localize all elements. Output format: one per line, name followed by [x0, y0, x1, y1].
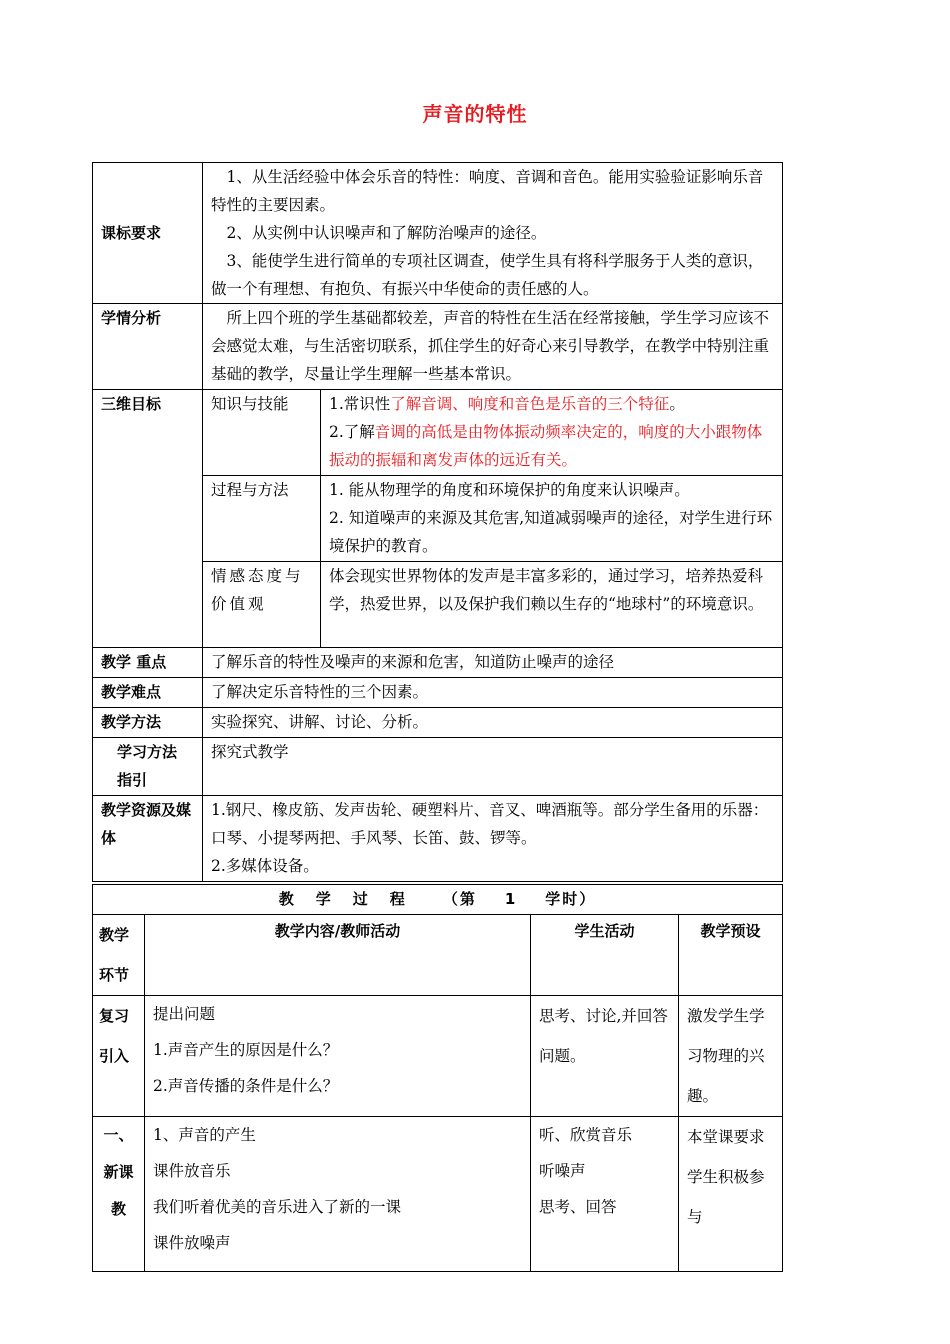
process-title-part: 1 [504, 890, 518, 908]
newlesson-line-1: 1、声音的产生 [153, 1126, 256, 1144]
zsjn-1-end: 。 [669, 395, 685, 413]
label-zsjn: 知识与技能 [203, 390, 321, 476]
zsjn-1-prefix: 1.常识性 [329, 395, 391, 413]
content-jxzy [203, 796, 783, 882]
process-title-part: 学时） [545, 890, 597, 908]
newlesson-line-2: 课件放音乐 [153, 1162, 231, 1180]
preset-newlesson: 本堂课要求学生积极参与 [679, 1117, 783, 1272]
jxzy-line-2: 2.多媒体设备。 [211, 857, 319, 875]
row-swmb-zsjn [93, 390, 783, 476]
process-table [92, 884, 783, 1272]
process-title [93, 885, 783, 915]
content-xxff: 探究式教学 [203, 738, 783, 796]
label-kbyq: 课标要求 [93, 163, 203, 304]
header-stage: 教学环节 [93, 915, 145, 996]
student-newlesson-2: 听噪声 [539, 1162, 586, 1180]
content-jxff: 实验探究、讲解、讨论、分析。 [203, 708, 783, 738]
student-newlesson [531, 1117, 679, 1272]
content-qgtd: 体会现实世界物体的发声是丰富多彩的，通过学习，培养热爱科学，热爱世界，以及保护我们赖以生存的“地球村”的环境意识。 [321, 562, 783, 648]
newlesson-line-4: 课件放噪声 [153, 1234, 231, 1252]
kbyq-line-2: 2、从实例中认识噪声和了解防治噪声的途径。 [226, 224, 547, 242]
header-content: 教学内容/教师活动 [145, 915, 531, 996]
process-title-part: 教 [278, 890, 296, 908]
process-title-part: 过 [352, 890, 370, 908]
content-xqfx: 所上四个班的学生基础都较差，声音的特性在生活在经常接触，学生学习应该不会感觉太难，与生活密切联系，抓住学生的好奇心来引导教学，在教学中特别注重基础的教学，尽量让学生理解一些基本常识。 [203, 304, 783, 390]
gcff-line-2: 2. 知道噪声的来源及其危害,知道减弱噪声的途径，对学生进行环境保护的教育。 [329, 509, 773, 555]
process-title-part: （第 [442, 890, 477, 908]
row-kbyq [93, 163, 783, 304]
row-xqfx [93, 304, 783, 390]
label-xqfx: 学情分析 [93, 304, 203, 390]
review-line-2: 1.声音产生的原因是什么？ [153, 1041, 339, 1059]
label-jxzy: 教学资源及媒体 [93, 796, 203, 882]
row-jxnd [93, 678, 783, 708]
page-title: 声音的特性 [422, 102, 528, 126]
process-title-row [93, 885, 783, 915]
stage-newlesson: 一、新课教 [93, 1117, 145, 1272]
newlesson-line-3: 我们听着优美的音乐进入了新的一课 [153, 1198, 402, 1216]
row-jxff [93, 708, 783, 738]
process-title-part: 程 [389, 890, 407, 908]
jxzy-line-1: 1.钢尺、橡皮筋、发声齿轮、硬塑料片、音叉、啤酒瓶等。部分学生备用的乐器：口琴、小提琴两把、手风琴、长笛、鼓、锣等。 [211, 801, 769, 847]
label-jxnd: 教学难点 [93, 678, 203, 708]
review-line-1: 提出问题 [153, 1005, 216, 1023]
row-xxff [93, 738, 783, 796]
info-table [92, 162, 783, 882]
zsjn-2-red: 音调的高低是由物体振动频率决定的，响度的大小跟物体振动的振辐和离发声体的远近有关。 [329, 423, 763, 469]
content-jxnd: 了解决定乐音特性的三个因素。 [203, 678, 783, 708]
content-newlesson [145, 1117, 531, 1272]
student-newlesson-3: 思考、回答 [539, 1198, 617, 1216]
row-jxzy [93, 796, 783, 882]
stage-review: 复习引入 [93, 996, 145, 1117]
zsjn-1-red: 了解音调、响度和音色是乐音的三个特征 [390, 395, 670, 413]
student-review: 思考、讨论,并回答问题。 [531, 996, 679, 1117]
label-jxzd: 教学 重点 [93, 648, 203, 678]
gcff-line-1: 1. 能从物理学的角度和环境保护的角度来认识噪声。 [329, 481, 690, 499]
label-swmb: 三维目标 [93, 390, 203, 648]
label-gcff: 过程与方法 [203, 476, 321, 562]
label-jxff: 教学方法 [93, 708, 203, 738]
process-header-row [93, 915, 783, 996]
header-preset: 教学预设 [679, 915, 783, 996]
content-gcff [321, 476, 783, 562]
student-newlesson-1: 听、欣赏音乐 [539, 1126, 633, 1144]
label-qgtd: 情感态度与价值观 [203, 562, 321, 648]
process-row-review [93, 996, 783, 1117]
row-jxzd [93, 648, 783, 678]
process-row-newlesson [93, 1117, 783, 1272]
content-review [145, 996, 531, 1117]
preset-review: 激发学生学习物理的兴趣。 [679, 996, 783, 1117]
content-kbyq [203, 163, 783, 304]
content-zsjn [321, 390, 783, 476]
review-line-3: 2.声音传播的条件是什么？ [153, 1077, 339, 1095]
kbyq-line-3: 3、能使学生进行简单的专项社区调查，使学生具有将科学服务于人类的意识，做一个有理想、有抱负、有振兴中华使命的责任感的人。 [211, 252, 764, 298]
kbyq-line-1: 1、从生活经验中体会乐音的特性：响度、音调和音色。能用实验验证影响乐音特性的主要因素。 [211, 168, 764, 214]
zsjn-2-prefix: 2.了解 [329, 423, 375, 441]
process-title-part: 学 [315, 890, 333, 908]
header-student: 学生活动 [531, 915, 679, 996]
label-xxff: 学习方法指引 [93, 738, 203, 796]
content-jxzd: 了解乐音的特性及噪声的来源和危害，知道防止噪声的途径 [203, 648, 783, 678]
